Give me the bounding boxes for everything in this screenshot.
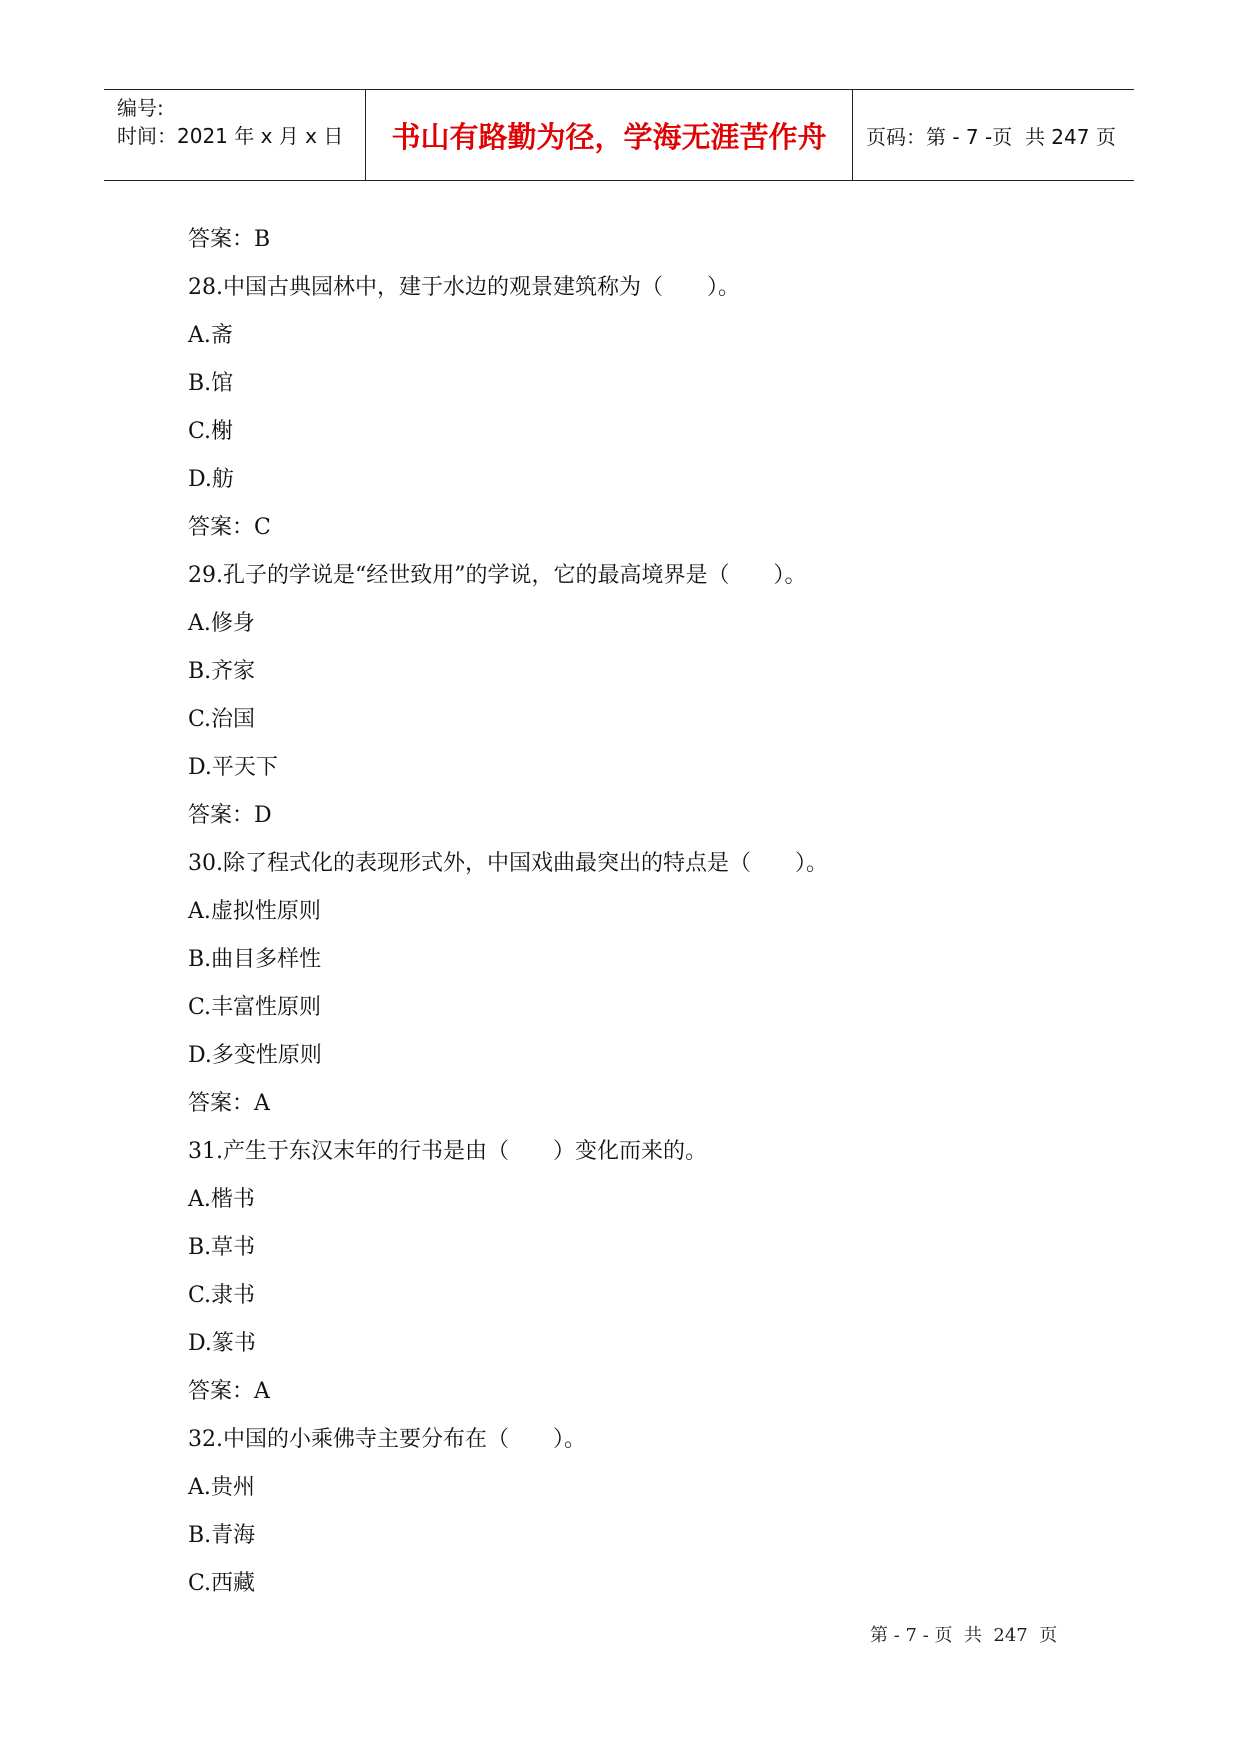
answer-line: 答案：D <box>188 803 272 828</box>
option-line: C.榭 <box>188 419 234 444</box>
option-line: D.舫 <box>188 467 234 492</box>
option-line: B.草书 <box>188 1235 256 1260</box>
question-stem: 31.产生于东汉末年的行书是由（ ）变化而来的。 <box>188 1139 707 1164</box>
option-line: B.馆 <box>188 371 234 396</box>
option-line: D.平天下 <box>188 755 278 780</box>
answer-line: 答案：B <box>188 227 271 252</box>
option-line: A.楷书 <box>188 1187 255 1212</box>
option-line: D.多变性原则 <box>188 1043 322 1068</box>
question-stem: 28.中国古典园林中，建于水边的观景建筑称为（ ）。 <box>188 275 740 300</box>
page-header <box>104 89 1134 181</box>
header-divider <box>852 90 853 180</box>
option-line: B.齐家 <box>188 659 256 684</box>
question-list <box>188 221 1088 1613</box>
option-line: C.丰富性原则 <box>188 995 322 1020</box>
header-page-info: 页码：第 - 7 -页 共 247 页 <box>866 124 1116 149</box>
option-line: A.虚拟性原则 <box>188 899 321 924</box>
question-stem: 32.中国的小乘佛寺主要分布在（ ）。 <box>188 1427 586 1452</box>
answer-line: 答案：A <box>188 1379 270 1404</box>
question-stem: 29.孔子的学说是“经世致用”的学说，它的最高境界是（ ）。 <box>188 563 807 588</box>
option-line: A.贵州 <box>188 1475 255 1500</box>
document-number-label: 编号: <box>117 96 164 120</box>
header-meta <box>117 94 343 150</box>
option-line: B.青海 <box>188 1523 256 1548</box>
page-footer: 第 - 7 - 页 共 247 页 <box>870 1625 1058 1646</box>
answer-line: 答案：C <box>188 515 271 540</box>
question-stem: 30.除了程式化的表现形式外，中国戏曲最突出的特点是（ ）。 <box>188 851 828 876</box>
document-time-label: 时间：2021 年 x 月 x 日 <box>117 124 344 148</box>
header-motto: 书山有路勤为径，学海无涯苦作舟 <box>391 119 827 154</box>
option-line: A.修身 <box>188 611 255 636</box>
option-line: D.篆书 <box>188 1331 256 1356</box>
option-line: B.曲目多样性 <box>188 947 322 972</box>
option-line: C.隶书 <box>188 1283 256 1308</box>
option-line: A.斋 <box>188 323 233 348</box>
option-line: C.治国 <box>188 707 256 732</box>
answer-line: 答案：A <box>188 1091 270 1116</box>
option-line: C.西藏 <box>188 1571 256 1596</box>
